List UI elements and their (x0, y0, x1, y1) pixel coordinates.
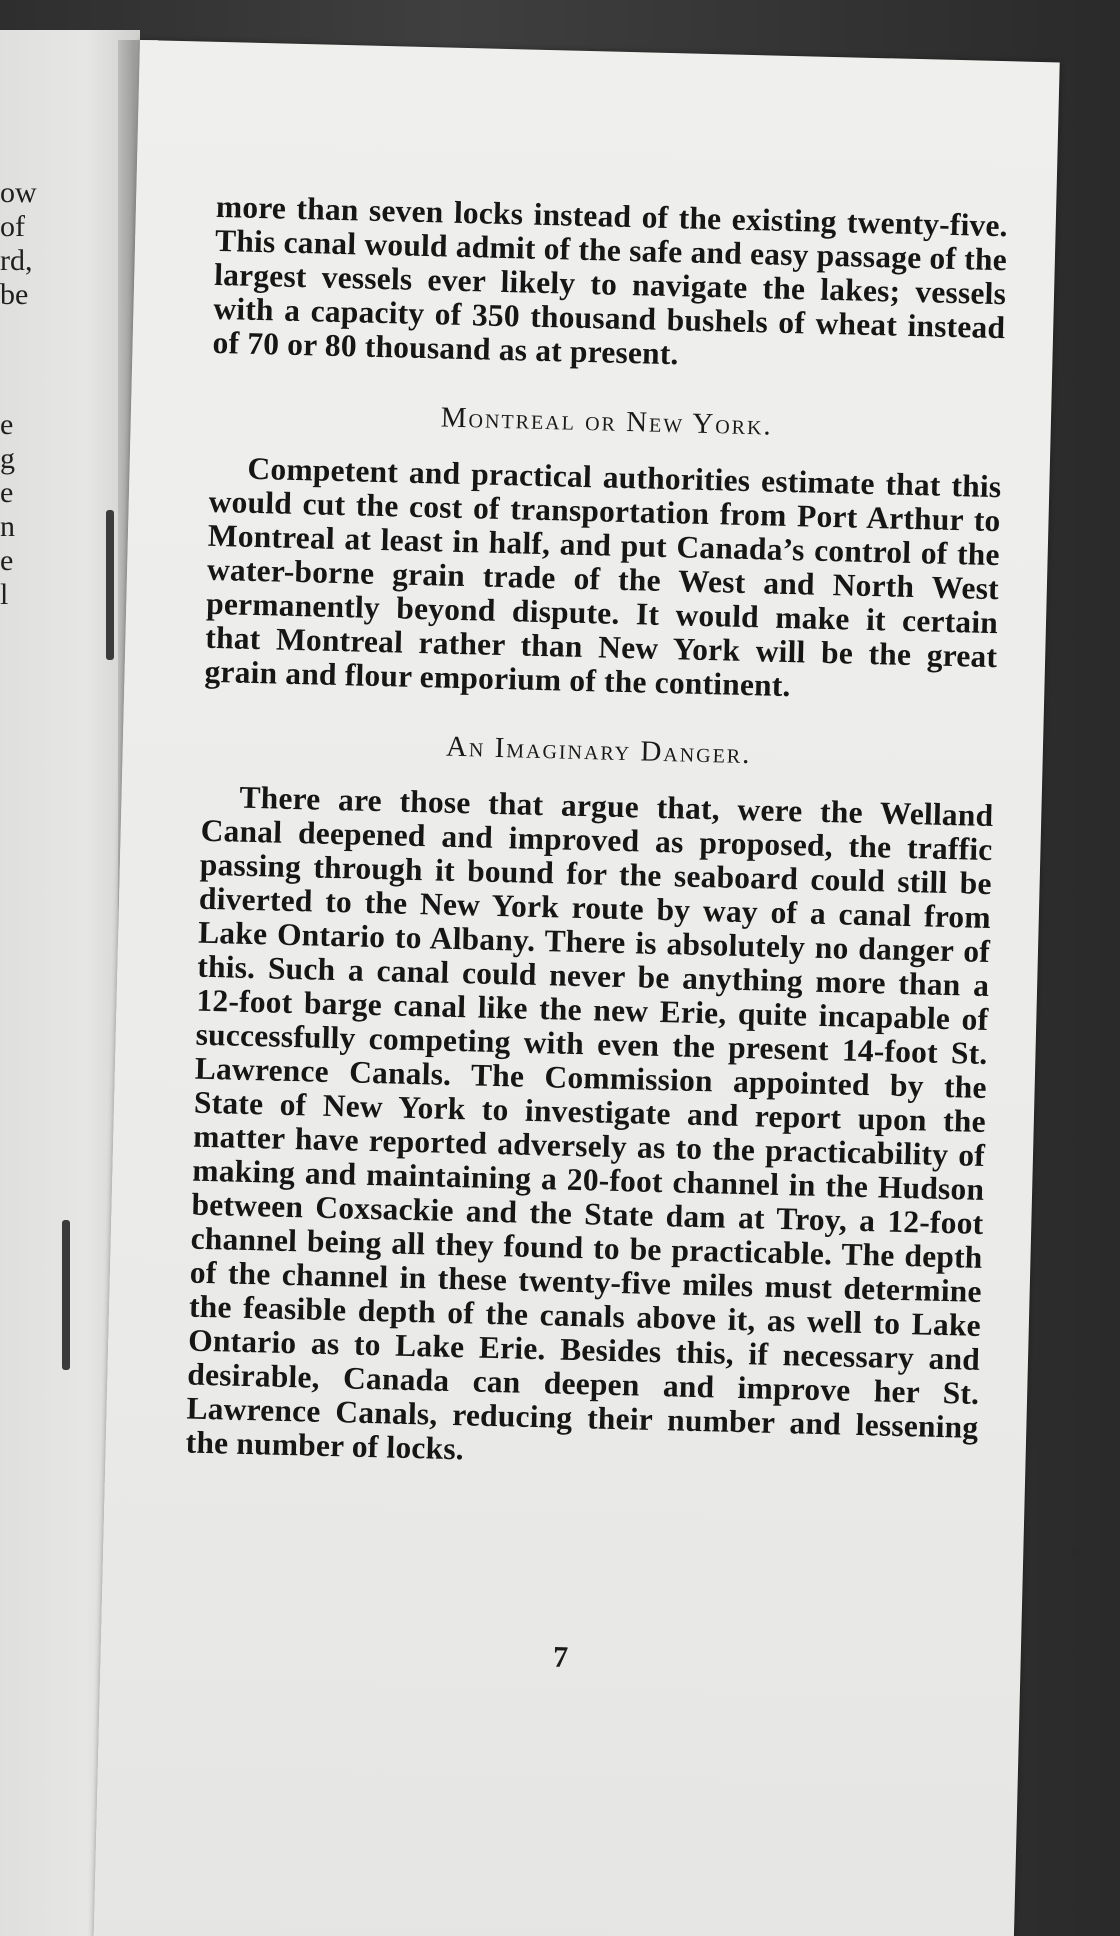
left-fragment: g (0, 442, 15, 475)
left-fragment: e (0, 476, 14, 509)
binding-stitch (62, 1220, 70, 1370)
paragraph-montreal: Competent and practical authorities estimate that this would cut the cost of transportation from Port Arthur to Montreal at least in half, and put Canada’s control of the water-borne grain trade of the West and North West permanently beyond dispute. It would make it certain that Montreal rather than New York will be the great grain and flour emporium of the continent. (204, 450, 1002, 704)
section-heading-montreal: Montreal or New York. (440, 401, 774, 442)
book-page (93, 40, 1060, 1936)
page-text (185, 190, 1008, 1479)
page-number: 7 (552, 1640, 569, 1674)
binding-stitch (106, 510, 114, 660)
left-fragment: e (0, 544, 14, 577)
paragraph-imaginary-danger: There are those that argue that, were the Welland Canal deepened and improved as proposed, the traffic passing through it bound for the seaboard could still be diverted to the New York route by way of a canal from Lake Ontario to Albany. There is absolutely no danger of this. Such a canal could never be anything more than a 12-foot barge canal like the new Erie, quite incapable of successfully competing with even the present 14-foot St. Lawrence Canals. The Commission appointed by the State of New York to investigate and report upon the matter have reported adversely as to the practicability of making and maintaining a 20-foot channel in the Hudson between Coxsackie and the State dam at Troy, a 12-foot channel being all they found to be practicable. The depth of the channel in these twenty-five miles must determine the feasible depth of the canals above it, as well to Lake Ontario as to Lake Erie. Besides this, if necessary and desirable, Canada can deepen and improve her St. Lawrence Canals, reducing their number and lessening the number of locks. (185, 779, 994, 1467)
left-fragment: n (0, 510, 15, 543)
intro-paragraph: more than seven locks instead of the existing twenty-five. This canal would admit of the safe and easy passage of the largest vessels ever likely to navigate the lakes; vessels with a capacity of 350 thousand bushels of wheat instead of 70 or 80 thousand as at present. (212, 188, 1009, 372)
left-fragment: be (0, 278, 29, 311)
left-fragment: ow (0, 176, 37, 209)
scan-speck (1072, 1548, 1080, 1556)
left-fragment: e (0, 408, 14, 441)
section-heading-imaginary-danger: An Imaginary Danger. (445, 730, 752, 771)
left-fragment: of (0, 210, 25, 243)
left-fragment: rd, (0, 244, 33, 277)
left-fragment: l (0, 578, 9, 611)
